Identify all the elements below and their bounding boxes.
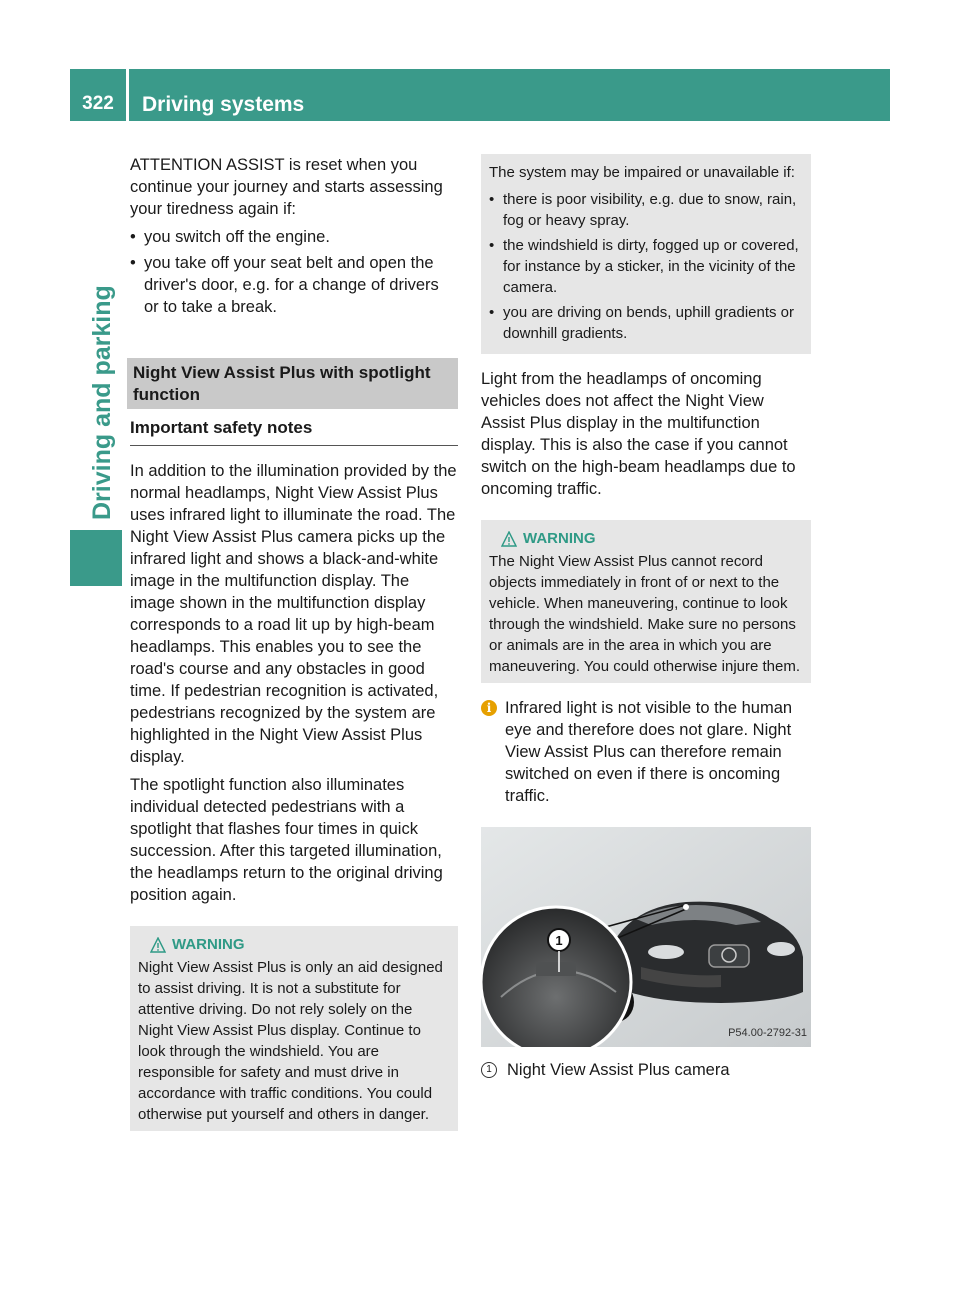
camera-figure [481,827,811,1047]
warning-heading [489,528,803,549]
info-note [481,697,811,807]
warning-triangle-icon [501,531,517,547]
warning-text: Night View Assist Plus is only an aid designed to assist driving. It is not a substitute for attentive driving. Do not rely solely on the Night View Assist Plus display. Continue to look through the windshield. You are responsible for safety and must drive in accordance with traffic conditions. You could otherwise put yourself and others in danger. [138,959,443,1123]
warning-box [130,926,458,1131]
warning-box [481,520,811,683]
info-text: Infrared light is not visible to the human eye and therefore does not glare. Night View Assist Plus can therefore remain switched on even if there is oncoming traffic. [505,699,793,805]
warning-triangle-icon [150,937,166,953]
section-heading: Night View Assist Plus with spotlight function [127,358,458,409]
list-item: • there is poor visibility, e.g. due to snow, rain, fog or heavy spray. [489,189,803,231]
subheading: Important safety notes [130,417,458,446]
body-paragraph: Light from the headlamps of oncoming vehicles does not affect the Night View Assist Plus display in the multifunction display. This is also the case if you cannot switch on the high-beam headlamps due to oncoming traffic. [481,370,796,498]
body-paragraph: In addition to the illumination provided by the normal headlamps, Night View Assist Plus uses infrared light to illuminate the road. The Night View Assist Plus camera picks up the infrared light and shows a black-and-white image in the multifunction display. The image shown in the multifunction display corresponds to a road lit up by high-beam headlamps. This enables you to see the road's course and any obstacles in good time. If pedestrian recognition is activated, pedestrians recognized by the system are highlighted in the Night View Assist Plus display. [130,462,457,766]
side-tab-label: Driving and parking [88,285,116,520]
figure-caption [481,1059,811,1081]
left-column [130,154,458,1131]
conditions-box [481,154,811,354]
car-illustration [481,827,811,1047]
list-item: • you switch off the engine. [130,226,458,248]
section-title: Driving systems [142,93,305,116]
caption-text: Night View Assist Plus camera [507,1061,730,1079]
figure-callout: 1 [555,933,563,948]
caption-number: 1 [481,1062,497,1078]
intro-paragraph: ATTENTION ASSIST is reset when you continue your journey and starts assessing your tiredness again if: [130,156,443,218]
page-number: 322 [82,93,114,114]
figure-code: P54.00-2792-31 [728,1027,807,1039]
box-intro: The system may be impaired or unavailable if: [489,164,795,181]
header-divider [126,69,129,121]
list-item: • the windshield is dirty, fogged up or covered, for instance by a sticker, in the vicinity of the camera. [489,235,803,298]
side-tab-block [70,530,122,586]
body-paragraph: The spotlight function also illuminates individual detected pedestrians with a spotlight that flashes four times in quick succession. After this targeted illumination, the headlamps return to the original driving position again. [130,776,443,904]
warning-heading [138,934,450,955]
warning-text: The Night View Assist Plus cannot record objects immediately in front of or next to the vehicle. When maneuvering, continue to look through the windshield. Make sure no persons or animals are in the area in which you are maneuvering. You could otherwise injure them. [489,553,801,675]
list-item: • you take off your seat belt and open the driver's door, e.g. for a change of drivers or to take a break. [130,252,458,318]
right-column [481,154,811,1081]
list-item: • you are driving on bends, uphill gradients or downhill gradients. [489,302,803,344]
warning-title: WARNING [172,936,245,953]
warning-title: WARNING [523,530,596,547]
info-icon: i [481,700,497,716]
